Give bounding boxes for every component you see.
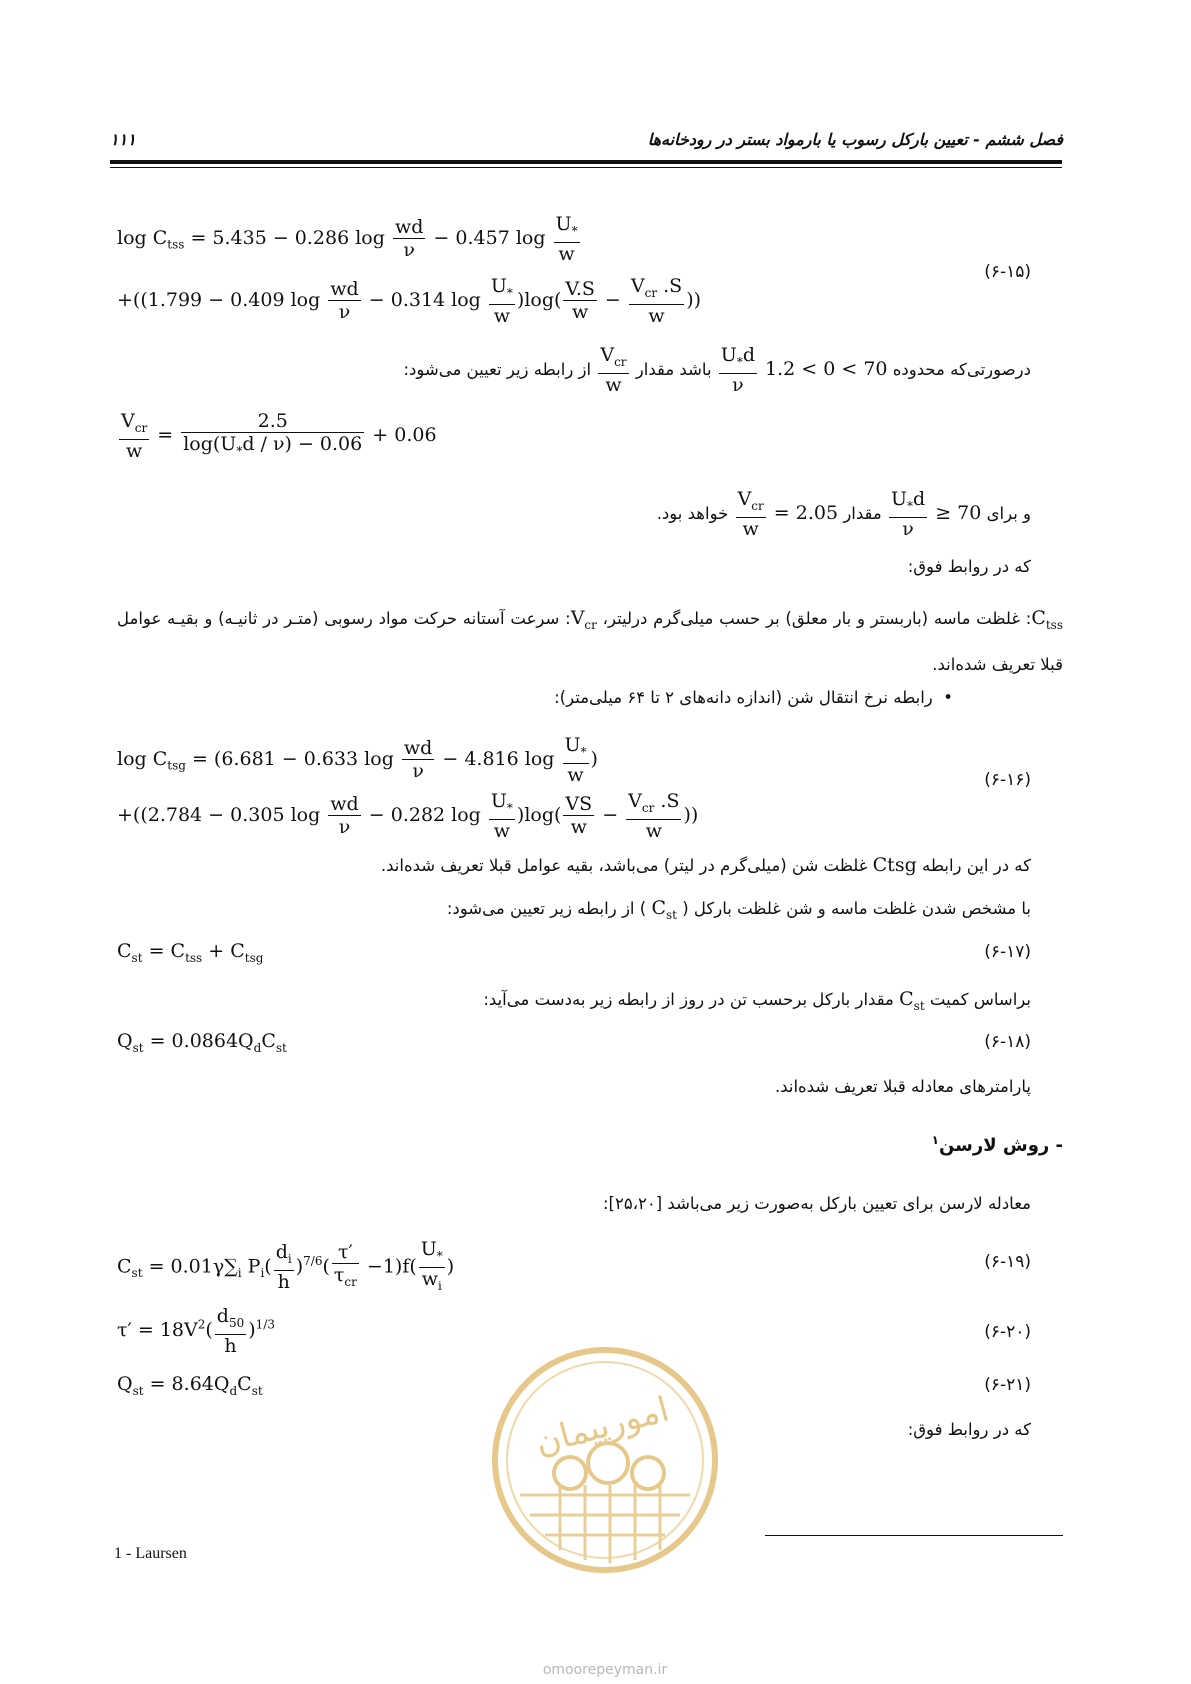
page-number: ۱۱۱ [110, 130, 136, 149]
equation-18: $Q_{st} = 0.0864Q_dC_{st}$ [117, 1030, 287, 1055]
chapter-title: فصل ششم - تعیین بارکل رسوب یا بارمواد بستر در رودخانه‌ها [647, 130, 1063, 149]
paragraph-range-condition: درصورتی‌که محدوده 70 > 0 > 1.2 $\frac{U_*d}{\nu}$ باشد مقدار $V_{cr}$ w از رابطه زیر تعیین می‌شود: [403, 344, 1031, 396]
equation-18-number: (۶-۱۸) [984, 1032, 1031, 1052]
equation-15-line2: +((1.799 − 0.409 log $\frac{wd}{\nu}$ − 0.314 log $\frac{U_*}{w}$ )log( $\frac{V.S}{w}$ − $V_{cr}$ .S w )) [117, 275, 702, 327]
equation-21: $Q_{st} = 8.64Q_dC_{st}$ [117, 1373, 263, 1398]
paragraph-ge70: و برای 70 ≤ $\frac{U_*d}{\nu}$ مقدار 2.05 = $V_{cr}$ w خواهد بود. [656, 488, 1031, 540]
header-rule-thick [110, 160, 1062, 164]
equation-19: $C_{st} = 0.01\gamma\sum_i$ $P_i$( $\frac{d_i}{h}$ )$^{7/6}$( τ′ $\tau_{cr}$ −1)f( $\frac{U_*}{w_i}$ ) [117, 1238, 455, 1294]
equation-17: $C_{st} = C_{tss} + C_{tsg}$ [117, 940, 264, 965]
equation-vcr: $V_{cr}$ w = $\frac{2.5}{\log(U_*d / \nu) - 0.06}$ + 0.06 [121, 410, 437, 462]
paragraph-cst-intro: با مشخص شدن غلظت ماسه و شن غلظت بارکل ( $C_{st}$ ) از رابطه زیر تعیین می‌شود: [446, 897, 1031, 922]
equation-17-number: (۶-۱۷) [984, 942, 1031, 962]
paragraph-ctsg: که در این رابطه Ctsg غلظت شن (میلی‌گرم در لیتر) می‌باشد، بقیه عوامل قبلا تعریف شده‌اند. [380, 854, 1031, 876]
equation-21-number: (۶-۲۱) [984, 1375, 1031, 1395]
watermark-logo [490, 1345, 720, 1575]
paragraph-basis: براساس کمیت $C_{st}$ مقدار بارکل برحسب تن در روز از رابطه زیر به‌دست می‌آید: [483, 988, 1031, 1013]
equation-16-line1: $\log C_{tsg} = (6.681 - 0.633$ log $\frac{wd}{\nu}$ − 4.816 log $\frac{U_*}{w}$ ) [117, 734, 598, 786]
equation-16-number: (۶-۱۶) [984, 770, 1031, 790]
paragraph-params: پارامترهای معادله قبلا تعریف شده‌اند. [774, 1077, 1031, 1096]
equation-16-line2: +((2.784 − 0.305 log $\frac{wd}{\nu}$ − 0.282 log $\frac{U_*}{w}$ )log( $\frac{VS}{w}$ − $V_{cr}$ .S w )) [117, 790, 699, 842]
watermark-url: omoorepeyman.ir [542, 1662, 668, 1678]
equation-20: $\tau' = 18V^2$( $\frac{d_{50}}{h}$ )$^{1/3}$ [117, 1305, 275, 1357]
paragraph-where-2: که در روابط فوق: [907, 1420, 1031, 1439]
equation-19-number: (۶-۱۹) [984, 1252, 1031, 1272]
equation-15-line1: $\log C_{tss} = 5.435 - 0.286$ log $\frac{wd}{\nu}$ − 0.457 log $\frac{U_*}{w}$ [117, 213, 578, 265]
watermark-logo-text: امورپیمان [531, 1389, 674, 1464]
bullet-gravel-rate: • رابطه نرخ انتقال شن (اندازه دانه‌های ۲ تا ۶۴ میلی‌متر): [554, 688, 953, 707]
footnote-rule [765, 1535, 1063, 1536]
paragraph-laursen: معادله لارسن برای تعیین بارکل به‌صورت زیر می‌باشد [۲۵،۲۰]: [602, 1194, 1031, 1213]
equation-20-number: (۶-۲۰) [984, 1322, 1031, 1342]
header-rule-thin [110, 167, 1062, 168]
equation-15-number: (۶-۱۵) [984, 262, 1031, 282]
footnote: 1 - Laursen [114, 1545, 187, 1562]
paragraph-where-1: که در روابط فوق: [907, 557, 1031, 576]
paragraph-ctss-definition: $C_{tss}$: غلظت ماسه (باربستر و بار معلق) بر حسب میلی‌گرم درلیتر، $V_{cr}$: سرعت آستانه حرکت مواد رسوبی (متـر در ثانیـه) و بقیـه عوامل قبلا تعریف شده‌اند. [117, 607, 1063, 674]
section-heading-laursen: - روش لارسن$^۱$ [931, 1133, 1063, 1156]
